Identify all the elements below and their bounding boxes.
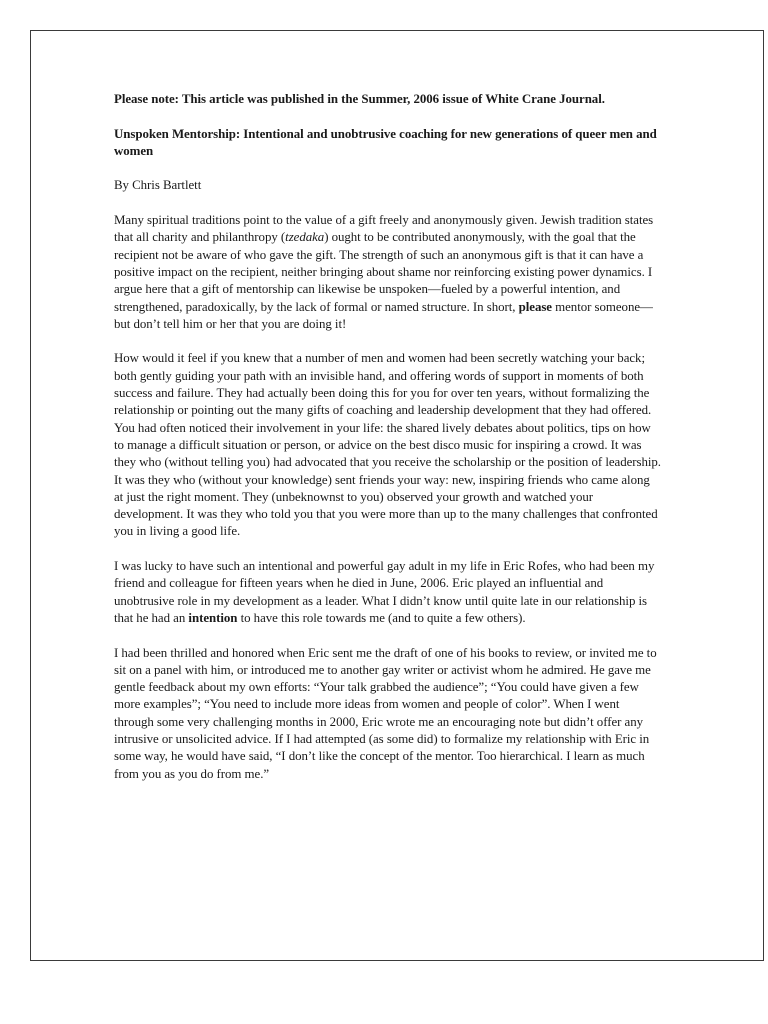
tzedaka-term: tzedaka [285,230,325,245]
please-emphasis: please [518,299,552,314]
paragraph-3-text-b: to have this role towards me (and to quite a few others). [237,610,526,625]
paragraph-1 [114,212,662,333]
paragraph-1-text-b: ) ought to be contributed anonymously, with the goal that the recipient not be aware of who gave the gift. The strength of such an anonymous gift is that it can have a positive impact on the recipient, neither bringing about shame nor reinforcing existing power dynamics. I argue here that a gift of mentorship can likewise be unspoken—fueled by a powerful intention, and strengthened, paradoxically, by the lack of formal or named structure. In short, [114,230,653,314]
paragraph-1-text-a: Many spiritual traditions point to the value of a gift freely and anonymously given. Jewish tradition states that all charity and philanthropy ( [114,213,654,245]
article-byline: By Chris Bartlett [114,178,202,193]
article-title: Unspoken Mentorship: Intentional and unobtrusive coaching for new generations of queer men and women [114,126,657,158]
paragraph-1-text-c: mentor someone—but don’t tell him or her that you are doing it! [114,299,653,331]
paragraph-4: I had been thrilled and honored when Eric sent me the draft of one of his books to review, or invited me to sit on a panel with him, or introduced me to another gay writer or activist whom he admired. He gave me gentle feedback about my own efforts: “Your talk grabbed the audience”; “You could have given a few more examples”; “You need to include more ideas from women and people of color”. When I went through some very challenging months in 2000, Eric wrote me an encouraging note but didn’t offer any intrusive or unsolicited advice. If I had attempted (as some did) to formalize my relationship with Eric in some way, he would have said, “I don’t like the concept of the mentor. Too hierarchical. I learn as much from you as you do from me.” [114,645,657,781]
paragraph-3-text-a: I was lucky to have such an intentional and powerful gay adult in my life in Eric Rofes, who had been my friend and colleague for fifteen years when he died in June, 2006. Eric played an influential and unobtrusive role in my development as a leader. What I didn’t know until quite late in our relationship is that he had an [114,559,655,625]
intention-emphasis: intention [188,610,238,625]
document-page [30,30,764,961]
paragraph-2: How would it feel if you knew that a number of men and women had been secretly watching your back; both gently guiding your path with an invisible hand, and offering words of support in moments of both success and failure. They had actually been doing this for you for over ten years, without formalizing the relationship or pointing out the many gifts of coaching and leadership development that they had offered. You had often noticed their involvement in your life: the shared lively debates about politics, tips on how to manage a difficult situation or person, or advice on the best disco music for inspiring a crowd. It was they who (without telling you) had advocated that you receive the scholarship or the position of leadership. It was they who (without your knowledge) sent friends your way: new, inspiring friends who came along at just the right moment. They (unbeknownst to you) observed your growth and watched your development. It was they who told you that you were more than up to the many challenges that confronted you in living a good life. [114,351,661,539]
paragraph-3 [114,558,662,627]
publication-note: Please note: This article was published in the Summer, 2006 issue of White Crane Journal. [114,92,605,106]
article-body [114,91,662,800]
